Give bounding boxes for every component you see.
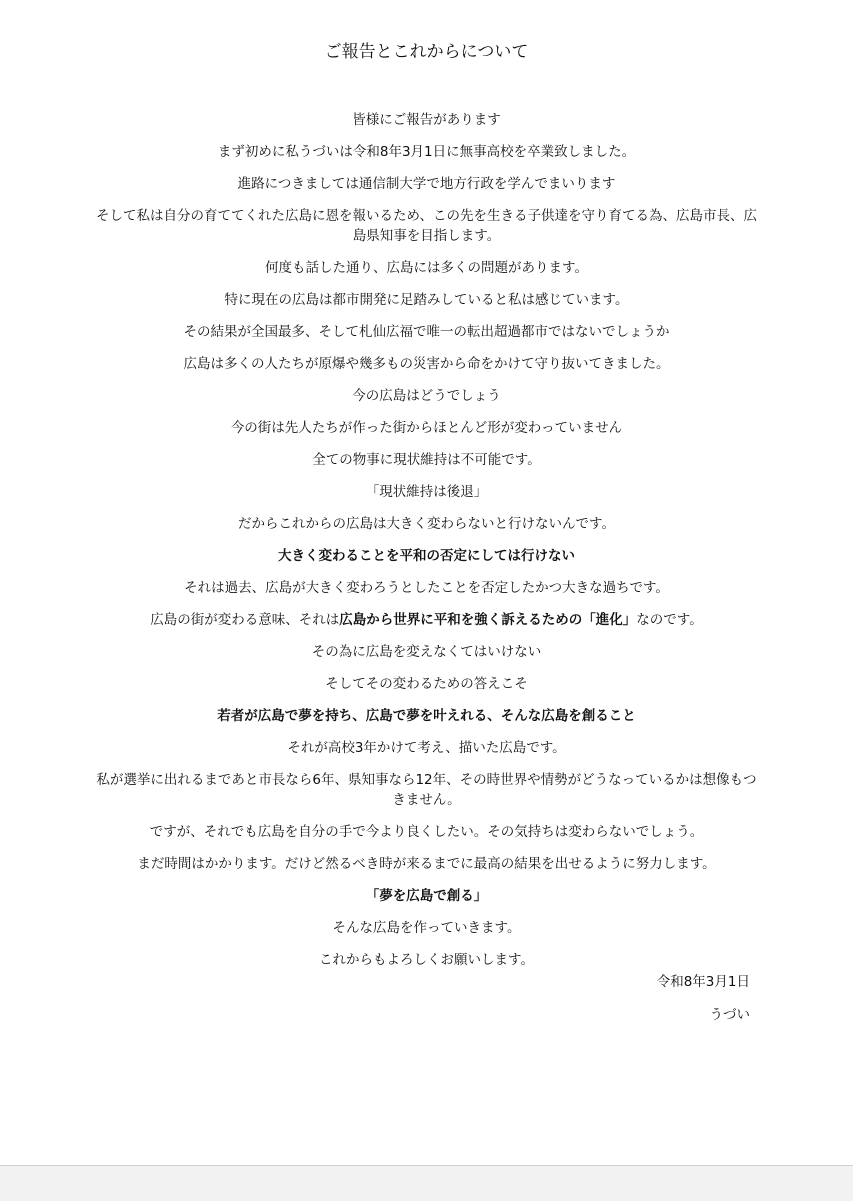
document-date: 令和8年3月1日 — [656, 974, 750, 990]
paragraph: その結果が全国最多、そして札仙広福で唯一の転出超過都市ではないでしょうか — [183, 324, 670, 340]
paragraph: それが高校3年かけて考え、描いた広島です。 — [287, 740, 566, 756]
document-body — [95, 110, 758, 982]
paragraph: まず初めに私うづいは令和8年3月1日に無事高校を卒業致しました。 — [217, 144, 636, 160]
paragraph: 特に現在の広島は都市開発に足踏みしていると私は感じています。 — [224, 292, 629, 308]
paragraph: 今の広島はどうでしょう — [352, 388, 501, 404]
paragraph-bold: 「夢を広島で創る」 — [365, 888, 488, 904]
paragraph-bold: 若者が広島で夢を持ち、広島で夢を叶えれる、そんな広島を創ること — [217, 708, 636, 724]
paragraph-emphasis: 広島から世界に平和を強く訴えるための「進化」 — [339, 612, 637, 628]
paragraph: 皆様にご報告があります — [352, 112, 501, 128]
paragraph: そして私は自分の育ててくれた広島に恩を報いるため、この先を生きる子供達を守り育てる為、広島市長、広島県知事を目指します。 — [96, 208, 757, 244]
paragraph: その為に広島を変えなくてはいけない — [311, 644, 542, 660]
paragraph: それは過去、広島が大きく変わろうとしたことを否定したかつ大きな過ちです。 — [184, 580, 669, 596]
page-bottom-margin — [0, 1165, 853, 1201]
signature-block — [657, 972, 750, 1038]
document-author: うづい — [709, 1007, 750, 1023]
paragraph-segment: 広島の街が変わる意味、それは — [150, 612, 340, 628]
paragraph: 今の街は先人たちが作った街からほとんど形が変わっていません — [230, 420, 623, 436]
paragraph: ですが、それでも広島を自分の手で今より良くしたい。その気持ちは変わらないでしょう。 — [149, 824, 704, 840]
paragraph-segment: なのです。 — [636, 612, 703, 628]
paragraph: 進路につきましては通信制大学で地方行政を学んでまいります — [237, 176, 616, 192]
paragraph: だからこれからの広島は大きく変わらないと行けないんです。 — [238, 516, 615, 532]
paragraph: まだ時間はかかります。だけど然るべき時が来るまでに最高の結果を出せるように努力します。 — [137, 856, 716, 872]
paragraph: 私が選挙に出れるまであと市長なら6年、県知事なら12年、その時世界や情勢がどうなっているかは想像もつきません。 — [96, 772, 757, 808]
document-title: ご報告とこれからについて — [324, 42, 529, 62]
paragraph: 何度も話した通り、広島には多くの問題があります。 — [265, 260, 588, 276]
paragraph: 全ての物事に現状維持は不可能です。 — [312, 452, 541, 468]
paragraph: そんな広島を作っていきます。 — [332, 920, 521, 936]
paragraph: そしてその変わるための答えこそ — [325, 676, 528, 692]
paragraph-mixed — [95, 610, 758, 630]
paragraph: これからもよろしくお願いします。 — [319, 952, 534, 968]
paragraph: 広島は多くの人たちが原爆や幾多もの災害から命をかけて守り抜いてきました。 — [183, 356, 670, 372]
paragraph-bold: 大きく変わることを平和の否定にしては行けない — [278, 548, 575, 564]
paragraph: 「現状維持は後退」 — [365, 484, 488, 500]
